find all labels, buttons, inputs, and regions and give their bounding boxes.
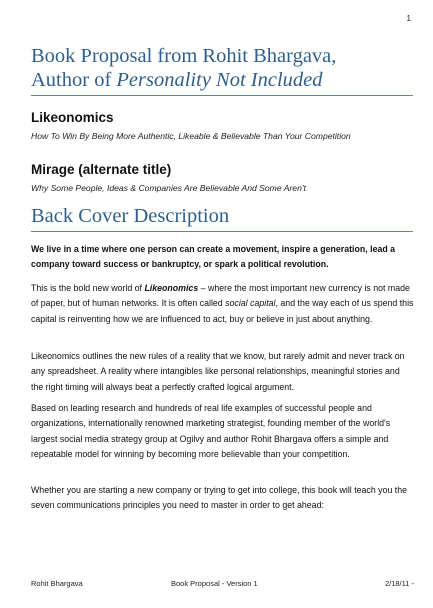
paragraph-likeonomics: [31, 281, 414, 327]
proposal-title-line1: Book Proposal from Rohit Bhargava,: [31, 45, 337, 67]
paragraph-research: Based on leading research and hundreds of real life examples of successful people and organizations, internationally renowned marketing strategist, founding member of the world's largest social media strategy group at Ogilvy and author Rohit Bhargava offers a simple and repeatable model for winning by becoming more believable than your competition.: [31, 403, 391, 459]
book-title-subtitle: How To Win By Being More Authentic, Likeable & Believable Than Your Competition: [31, 131, 351, 141]
proposal-title: [31, 44, 413, 96]
footer-author: Rohit Bhargava: [31, 579, 83, 588]
p2-text-e: , and the way each of us spend this capital is reinventing how we are influenced to act, buy or believe in just about anything.: [31, 298, 414, 324]
p2-text-a: This is the bold new world of: [31, 283, 145, 293]
footer-date: 2/18/11 -: [384, 579, 414, 588]
p2-social-capital: social capital: [225, 298, 276, 309]
section-heading: Back Cover Description: [31, 204, 413, 232]
proposal-title-line2-prefix: Author of: [31, 69, 117, 91]
p2-book-name: Likeonomics: [144, 283, 199, 293]
book-reference: Personality Not Included: [116, 69, 323, 91]
p2-text-c: – where the most important new currency is not made of paper, but of human networks. It is often called: [31, 283, 410, 309]
page-number: 1: [406, 14, 411, 23]
intro-text: We live in a time where one person can create a movement, inspire a generation, lead a company toward success or bankruptcy, or spark a political revolution.: [31, 244, 396, 270]
alternate-title-subtitle: Why Some People, Ideas & Companies Are Believable And Some Aren't: [31, 183, 306, 193]
paragraph-principles: Whether you are starting a new company or trying to get into college, this book will teach you the seven communications principles you need to master in order to get ahead:: [31, 485, 408, 511]
paragraph-rules: Likeonomics outlines the new rules of a reality that we know, but rarely admit and never track on any spreadsheet. A reality where intangibles like personal relationships, meaningful stories and the right timing will always beat a perfectly crafted logical argument.: [31, 351, 405, 392]
paragraph-intro: [31, 242, 414, 273]
footer-document: Book Proposal - Version 1: [171, 579, 258, 588]
alternate-title-heading: Mirage (alternate title): [31, 162, 172, 177]
book-title-heading: Likeonomics: [31, 110, 114, 125]
